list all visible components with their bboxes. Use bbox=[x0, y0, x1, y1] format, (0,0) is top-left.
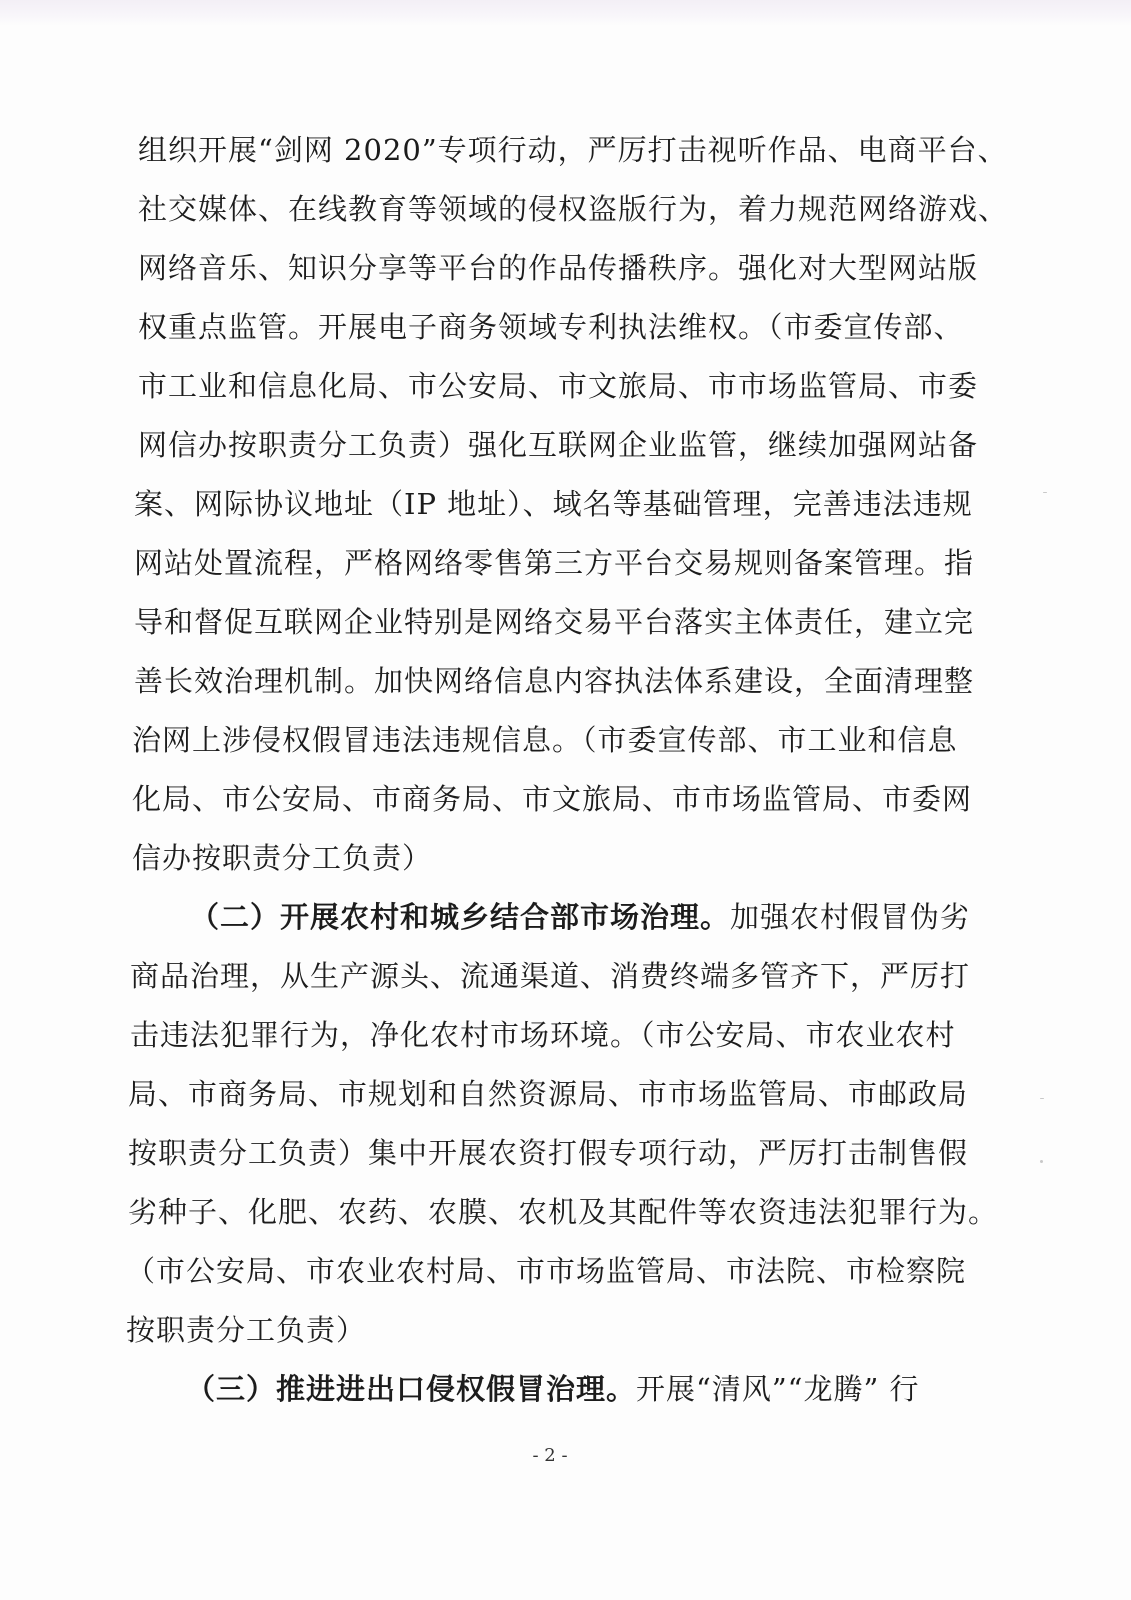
paragraph-line: 按职责分工负责） bbox=[126, 1313, 367, 1347]
paragraph-line: 网站处置流程，严格网络零售第三方平台交易规则备案管理。指 bbox=[134, 546, 975, 580]
paragraph-line: 化局、市公安局、市商务局、市文旅局、市市场监管局、市委网 bbox=[132, 782, 973, 816]
section-three-first-line bbox=[186, 1369, 920, 1409]
section-three-heading: （三）推进进出口侵权假冒治理。 bbox=[186, 1372, 637, 1406]
paragraph-line: 劣种子、化肥、农药、农膜、农机及其配件等农资违法犯罪行为。 bbox=[128, 1195, 999, 1229]
section-two-first-line bbox=[190, 897, 970, 937]
paragraph-line: 网络音乐、知识分享等平台的作品传播秩序。强化对大型网站版 bbox=[138, 251, 979, 285]
scan-artifact bbox=[1040, 1098, 1044, 1099]
paragraph-line: 案、网际协议地址（IP 地址）、域名等基础管理，完善违法违规 bbox=[134, 487, 973, 521]
section-two-first-line-text: 加强农村假冒伪劣 bbox=[730, 900, 971, 934]
paragraph-line: （市公安局、市农业农村局、市市场监管局、市法院、市检察院 bbox=[126, 1254, 967, 1288]
scan-top-edge bbox=[0, 0, 1131, 26]
scan-artifact bbox=[1040, 1160, 1043, 1163]
paragraph-line: 按职责分工负责）集中开展农资打假专项行动，严厉打击制售假 bbox=[128, 1136, 969, 1170]
paragraph-line: 治网上涉侵权假冒违法违规信息。（市委宣传部、市工业和信息 bbox=[132, 723, 958, 757]
paragraph-line: 善长效治理机制。加快网络信息内容执法体系建设，全面清理整 bbox=[134, 664, 975, 698]
paragraph-line: 网信办按职责分工负责）强化互联网企业监管，继续加强网站备 bbox=[138, 428, 979, 462]
scan-artifact bbox=[1043, 492, 1047, 493]
section-two-heading: （二）开展农村和城乡结合部市场治理。 bbox=[190, 900, 731, 934]
paragraph-line: 导和督促互联网企业特别是网络交易平台落实主体责任，建立完 bbox=[134, 605, 975, 639]
page-number: - 2 - bbox=[532, 1445, 568, 1466]
paragraph-line: 商品治理，从生产源头、流通渠道、消费终端多管齐下，严厉打 bbox=[130, 959, 971, 993]
paragraph-line: 组织开展“剑网 2020”专项行动，严厉打击视听作品、电商平台、 bbox=[138, 133, 1008, 167]
paragraph-line: 市工业和信息化局、市公安局、市文旅局、市市场监管局、市委 bbox=[138, 369, 979, 403]
paragraph-line: 权重点监管。开展电子商务领域专利执法维权。（市委宣传部、 bbox=[138, 310, 964, 344]
paragraph-line: 信办按职责分工负责） bbox=[132, 841, 433, 875]
section-three-first-line-text: 开展“清风”“龙腾” 行 bbox=[636, 1372, 920, 1406]
paragraph-line: 击违法犯罪行为，净化农村市场环境。（市公安局、市农业农村 bbox=[130, 1018, 956, 1052]
paragraph-line: 社交媒体、在线教育等领域的侵权盗版行为，着力规范网络游戏、 bbox=[138, 192, 1009, 226]
paragraph-line: 局、市商务局、市规划和自然资源局、市市场监管局、市邮政局 bbox=[128, 1077, 969, 1111]
